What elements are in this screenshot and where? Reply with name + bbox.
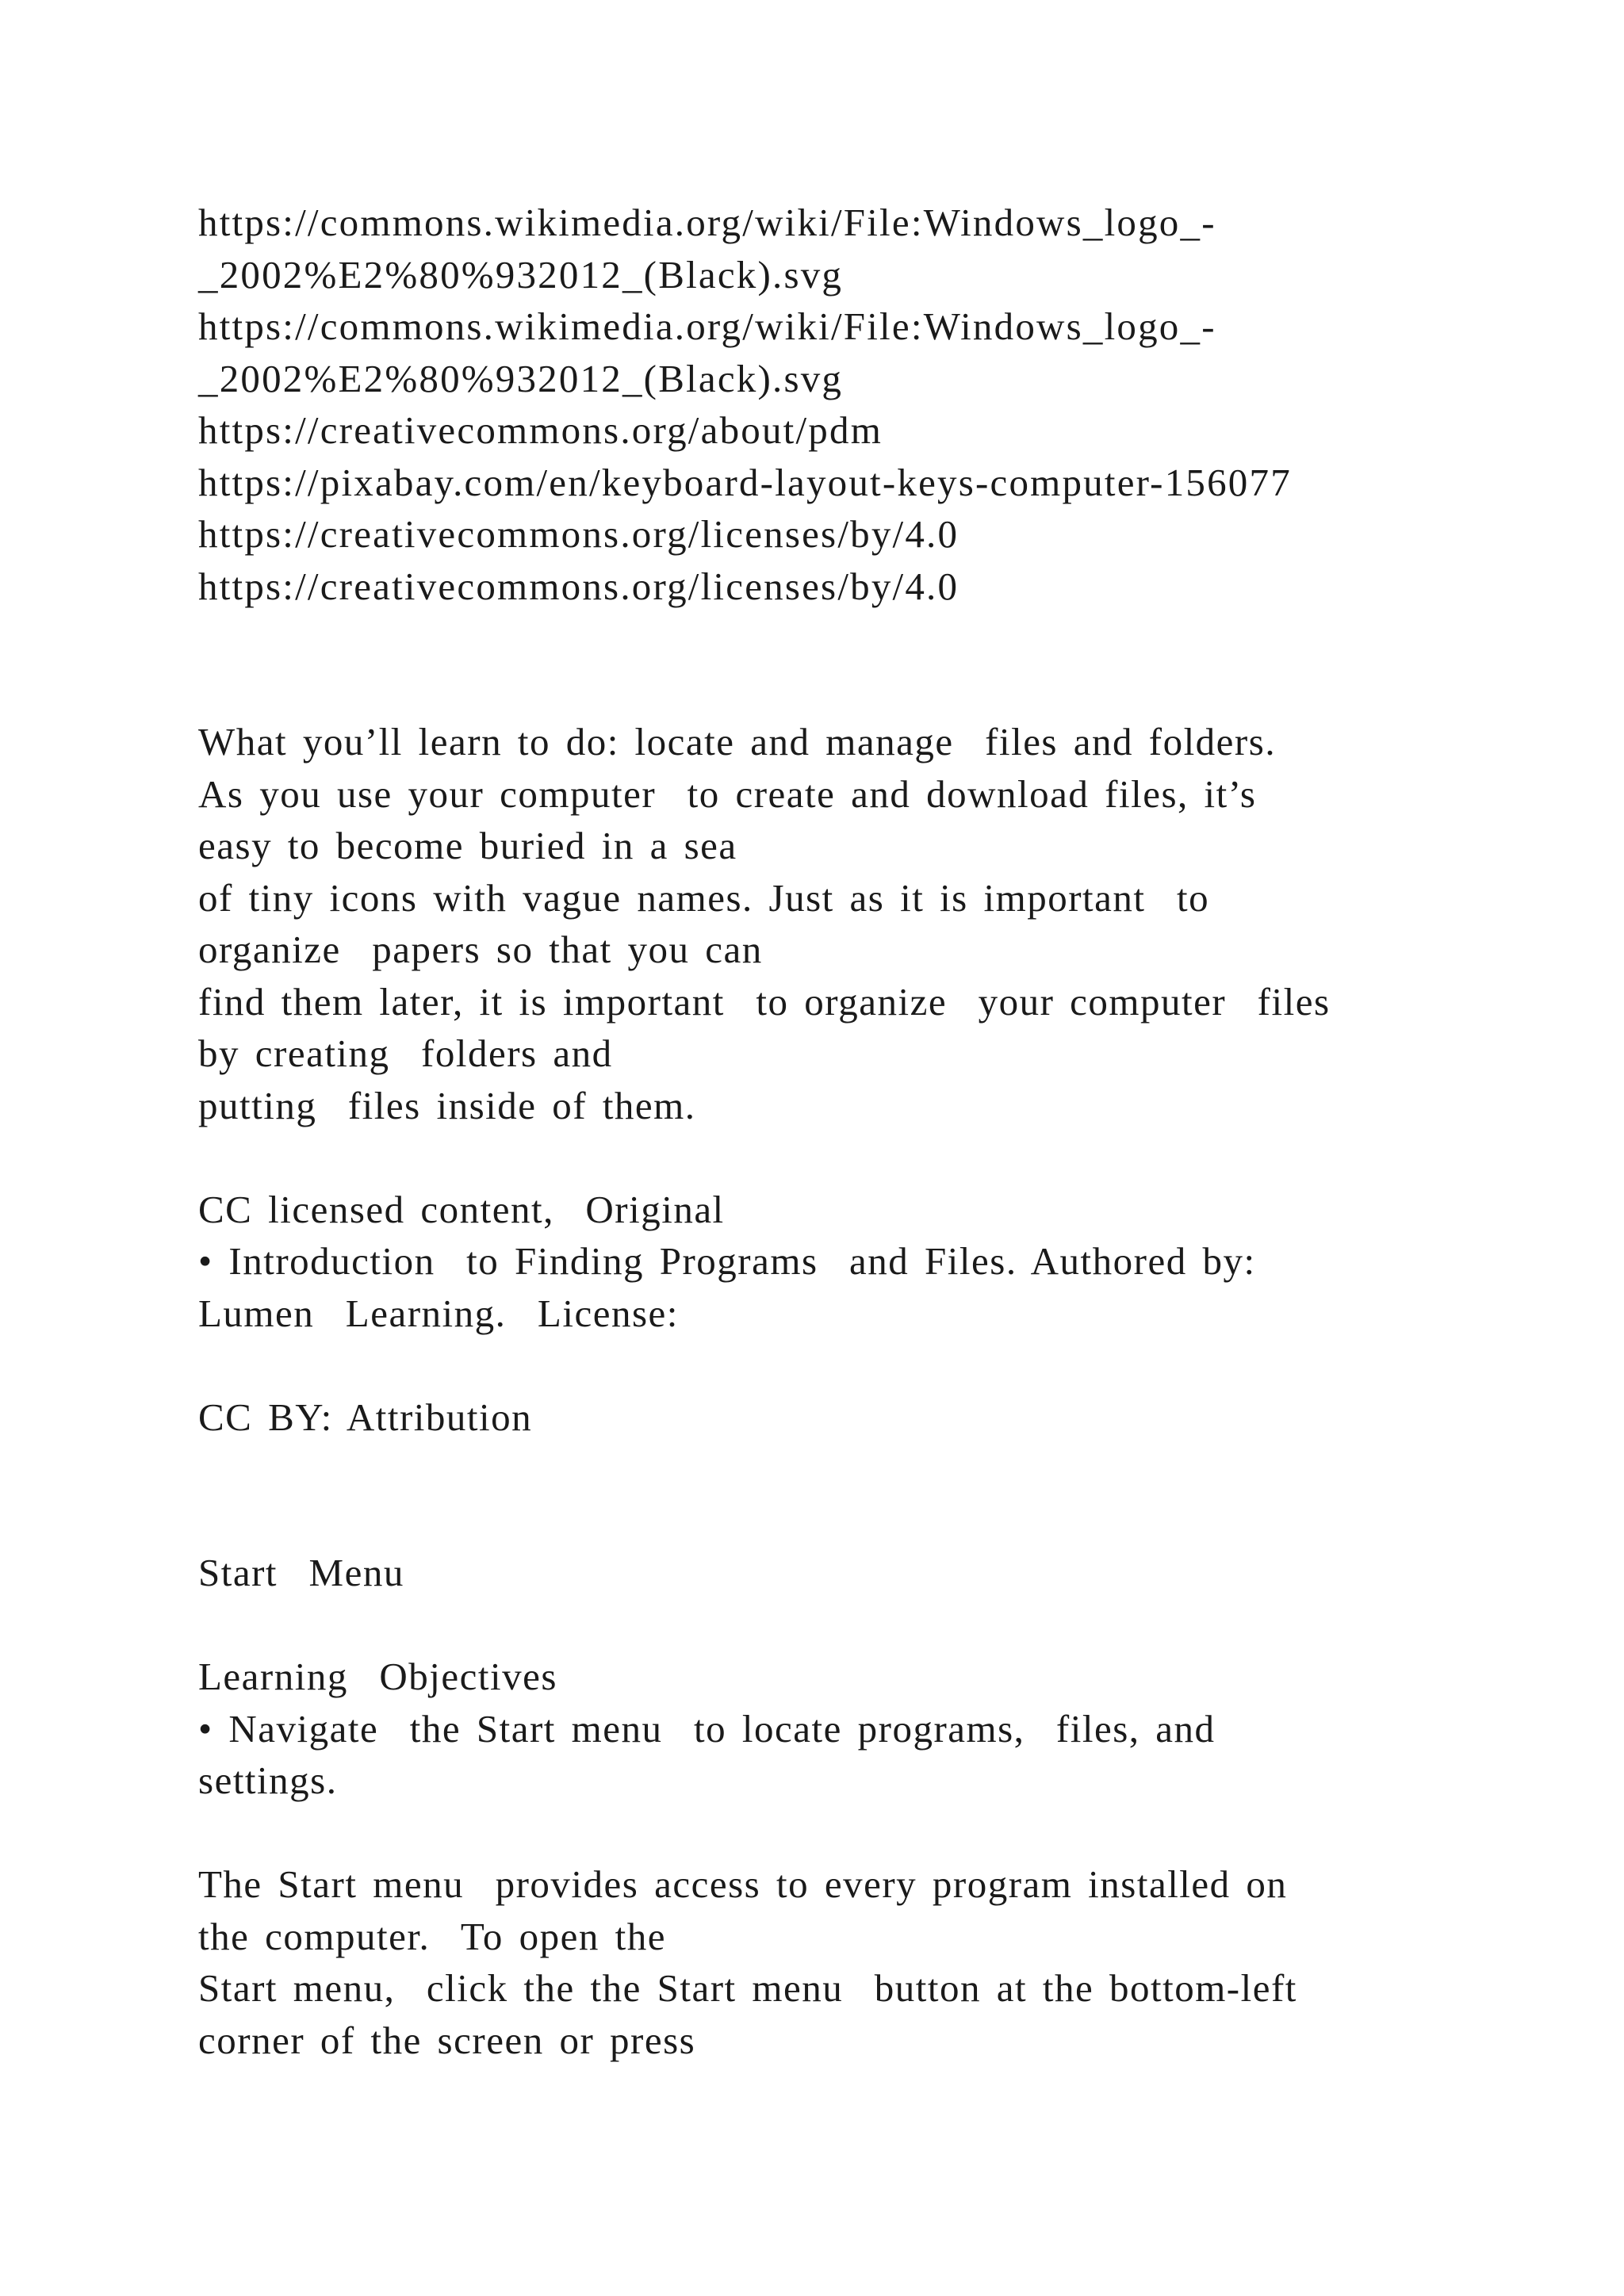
link-line[interactable]: https://creativecommons.org/about/pdm (198, 408, 883, 452)
objective-item: • Navigate the Start menu to locate programs, files, and (198, 1706, 1216, 1751)
paragraph-line: corner of the screen or press (198, 2018, 696, 2062)
link-line[interactable]: _2002%E2%80%932012_(Black).svg (198, 252, 844, 297)
license-item: Lumen Learning. License: (198, 1291, 679, 1335)
spacer (198, 1807, 1530, 1859)
document-body (198, 197, 1530, 2066)
objectives-heading: Learning Objectives (198, 1655, 557, 1698)
start-menu-section (198, 1547, 1530, 2066)
spacer (198, 612, 1530, 716)
link-line[interactable]: https://pixabay.com/en/keyboard-layout-keys-computer-156077 (198, 460, 1292, 504)
paragraph-line: The Start menu provides access to every program installed on (198, 1862, 1288, 1906)
spacer (198, 1599, 1530, 1651)
paragraph-line: find them later, it is important to organize your computer files (198, 979, 1331, 1024)
paragraph-line: organize papers so that you can (198, 928, 763, 971)
link-line[interactable]: https://commons.wikimedia.org/wiki/File:Windows_logo_- (198, 201, 1216, 244)
paragraph-line: Start menu, click the the Start menu button at the bottom-left (198, 1966, 1297, 2010)
spacer (198, 1339, 1530, 1391)
paragraph-line: putting files inside of them. (198, 1083, 696, 1127)
paragraph-line: of tiny icons with vague names. Just as it is important to (198, 875, 1210, 920)
link-list (198, 197, 1530, 612)
license-type: CC BY: Attribution (198, 1395, 533, 1439)
link-line[interactable]: https://creativecommons.org/licenses/by/4.0 (198, 564, 959, 608)
link-line[interactable]: https://creativecommons.org/licenses/by/4.0 (198, 512, 959, 556)
paragraph-line: easy to become buried in a sea (198, 824, 737, 867)
license-heading: CC licensed content, Original (198, 1187, 725, 1231)
paragraph-line: by creating folders and (198, 1031, 613, 1075)
link-line[interactable]: https://commons.wikimedia.org/wiki/File:Windows_logo_- (198, 304, 1216, 348)
paragraph-line: As you use your computer to create and download files, it’s (198, 771, 1257, 816)
license-item: • Introduction to Finding Programs and Files. Authored by: (198, 1239, 1256, 1283)
spacer (198, 1443, 1530, 1547)
objective-item: settings. (198, 1758, 338, 1802)
intro-paragraph (198, 716, 1530, 1131)
spacer (198, 1131, 1530, 1184)
license-section (198, 1184, 1530, 1444)
paragraph-line: What you’ll learn to do: locate and manage files and folders. (198, 720, 1277, 763)
paragraph-line: the computer. To open the (198, 1914, 666, 1958)
link-line[interactable]: _2002%E2%80%932012_(Black).svg (198, 356, 844, 400)
section-heading: Start Menu (198, 1551, 404, 1594)
